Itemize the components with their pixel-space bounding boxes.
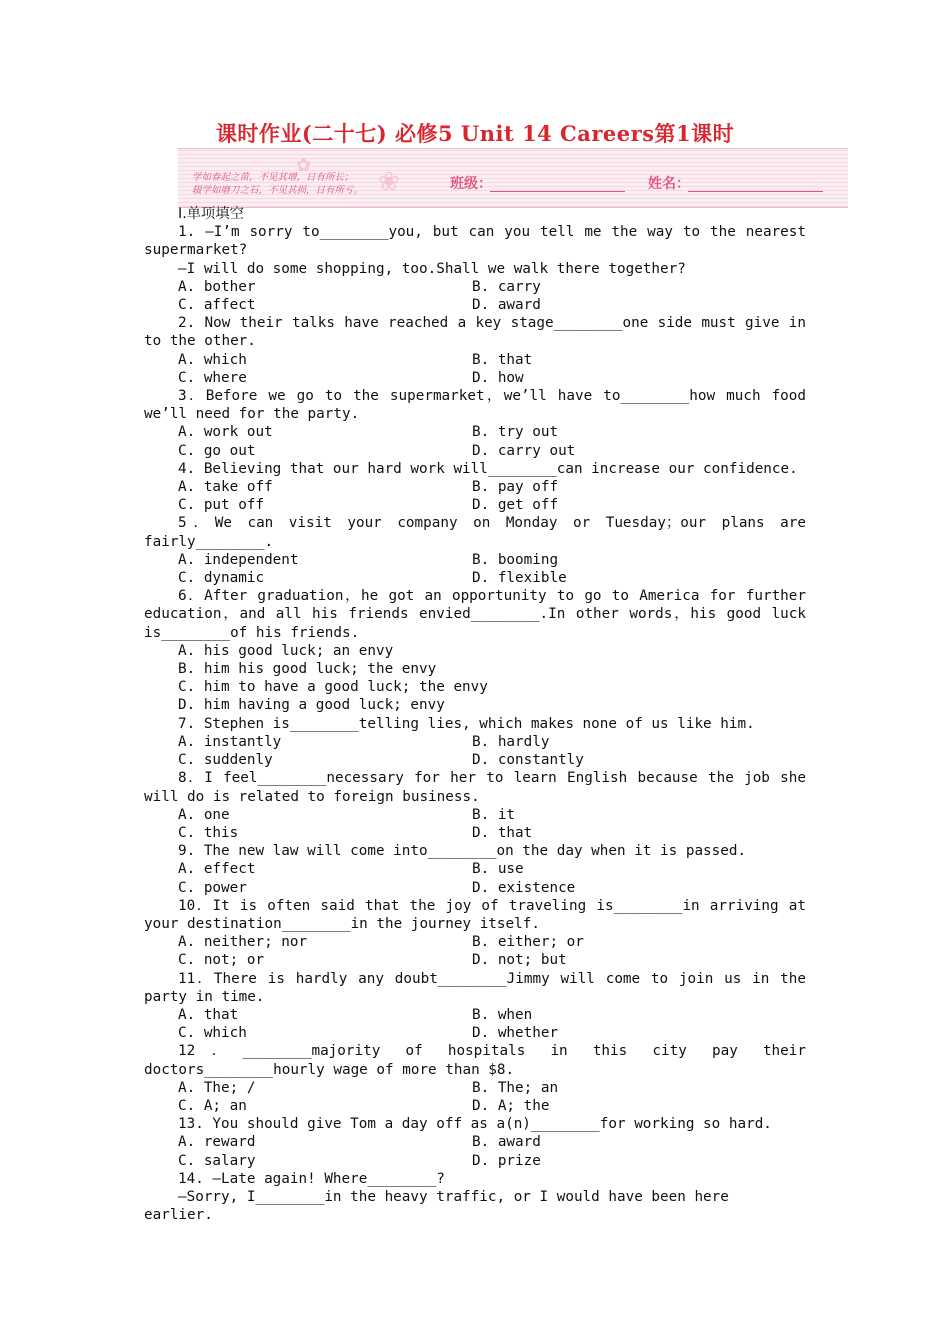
option: B. carry xyxy=(472,278,541,295)
question-stem: 14. —Late again! Where________? xyxy=(178,1170,445,1187)
name-field[interactable] xyxy=(688,191,823,192)
option: C. salary xyxy=(178,1152,256,1169)
option: D. that xyxy=(472,824,533,841)
option: A. neither; nor xyxy=(178,934,308,951)
option: C. this xyxy=(178,824,239,841)
question-stem: 6．After graduation，he got an opportunity to go to America for further education，and all his friends envied________.In other words，his good luck is________of his friends. xyxy=(144,588,806,641)
question-stem: 7. Stephen is________telling lies, which makes none of us like him. xyxy=(178,715,755,732)
option: D. carry out xyxy=(472,442,576,459)
option: D. flexible xyxy=(472,570,567,587)
option: B. booming xyxy=(472,551,559,568)
flower-decoration-icon: ❀ xyxy=(378,167,400,196)
option: B. hardly xyxy=(472,733,550,750)
question-stem: 5．We can visit your company on Monday or Tuesday；our plans are fairly________. xyxy=(144,515,806,550)
exercise-content xyxy=(144,205,806,1224)
option: C. suddenly xyxy=(178,752,273,769)
page-title: 课时作业(二十七) 必修5 Unit 14 Careers第1课时 xyxy=(215,121,735,146)
question-stem: 1. —I’m sorry to________you, but can you tell me the way to the nearest supermarket? xyxy=(144,224,806,259)
option: B. award xyxy=(472,1134,541,1151)
section-heading: Ⅰ.单项填空 xyxy=(178,206,244,222)
option: D. award xyxy=(472,297,541,314)
option: D. constantly xyxy=(472,752,584,769)
option: C. put off xyxy=(178,497,265,514)
option: D. not; but xyxy=(472,952,567,969)
option: A. that xyxy=(178,1006,239,1023)
class-field[interactable] xyxy=(490,191,625,192)
option: D. get off xyxy=(472,497,559,514)
option: A. reward xyxy=(178,1134,256,1151)
motto xyxy=(192,171,363,197)
option: A. work out xyxy=(178,424,273,441)
option: A. independent xyxy=(178,551,299,568)
option: D. prize xyxy=(472,1152,541,1169)
option: A. effect xyxy=(178,861,256,878)
option: B. it xyxy=(472,806,516,823)
option: C. go out xyxy=(178,442,256,459)
option: A. The; / xyxy=(178,1079,256,1096)
option: D. whether xyxy=(472,1025,559,1042)
option: C. affect xyxy=(178,297,256,314)
question-stem: 3．Before we go to the supermarket，we’ll have to________how much food we’ll need for the party. xyxy=(144,388,806,423)
option: A. his good luck; an envy xyxy=(178,642,394,659)
option: B. The; an xyxy=(472,1079,559,1096)
question-stem: 4. Believing that our hard work will________can increase our confidence. xyxy=(178,460,798,477)
question-stem: 8．I feel________necessary for her to learn English because the job she will do is related to foreign business. xyxy=(144,770,806,805)
option: A. one xyxy=(178,806,230,823)
question-stem: 9. The new law will come into________on the day when it is passed. xyxy=(178,843,747,860)
motto-line: 学如春起之苗，不见其增，日有所长； xyxy=(192,172,354,183)
option: A. bother xyxy=(178,278,256,295)
question-stem: 2. Now their talks have reached a key stage________one side must give in to the other. xyxy=(144,315,806,350)
flower-decoration-icon: ✿ xyxy=(296,155,312,175)
option: B. either; or xyxy=(472,934,584,951)
option: D. him having a good luck; envy xyxy=(178,697,445,714)
option: C. A; an xyxy=(178,1097,247,1114)
option: C. power xyxy=(178,879,247,896)
option: A. take off xyxy=(178,479,273,496)
option: C. not; or xyxy=(178,952,265,969)
motto-line: 辍学如磨刀之石，不见其损，日有所亏。 xyxy=(192,185,364,196)
question-stem: 10．It is often said that the joy of traveling is________in arriving at your destination________in the journey itself. xyxy=(144,897,806,932)
option: C. which xyxy=(178,1025,247,1042)
option: C. him to have a good luck; the envy xyxy=(178,679,488,696)
option: B. when xyxy=(472,1006,533,1023)
option: C. where xyxy=(178,369,247,386)
question-stem: 13. You should give Tom a day off as a(n)________for working so hard. xyxy=(178,1116,772,1133)
option: A. which xyxy=(178,351,247,368)
option: D. how xyxy=(472,369,524,386)
option: B. use xyxy=(472,861,524,878)
option: A. instantly xyxy=(178,733,282,750)
option: D. A; the xyxy=(472,1097,550,1114)
header-banner xyxy=(178,148,848,208)
option: B. him his good luck; the envy xyxy=(178,661,437,678)
class-label: 班级： xyxy=(450,176,492,192)
option: D. existence xyxy=(472,879,576,896)
option: B. pay off xyxy=(472,479,559,496)
option: B. try out xyxy=(472,424,559,441)
name-label: 姓名： xyxy=(648,176,690,192)
question-reply: —Sorry, I________in the heavy traffic, or I would have been here earlier. xyxy=(144,1188,729,1224)
option: B. that xyxy=(472,351,533,368)
question-stem: 12．________majority of hospitals in this city pay their doctors________hourly wage of more than $8. xyxy=(144,1043,806,1078)
question-stem: 11．There is hardly any doubt________Jimmy will come to join us in the party in time. xyxy=(144,970,806,1005)
option: C. dynamic xyxy=(178,570,265,587)
question-reply: —I will do some shopping, too.Shall we walk there together? xyxy=(178,260,686,277)
